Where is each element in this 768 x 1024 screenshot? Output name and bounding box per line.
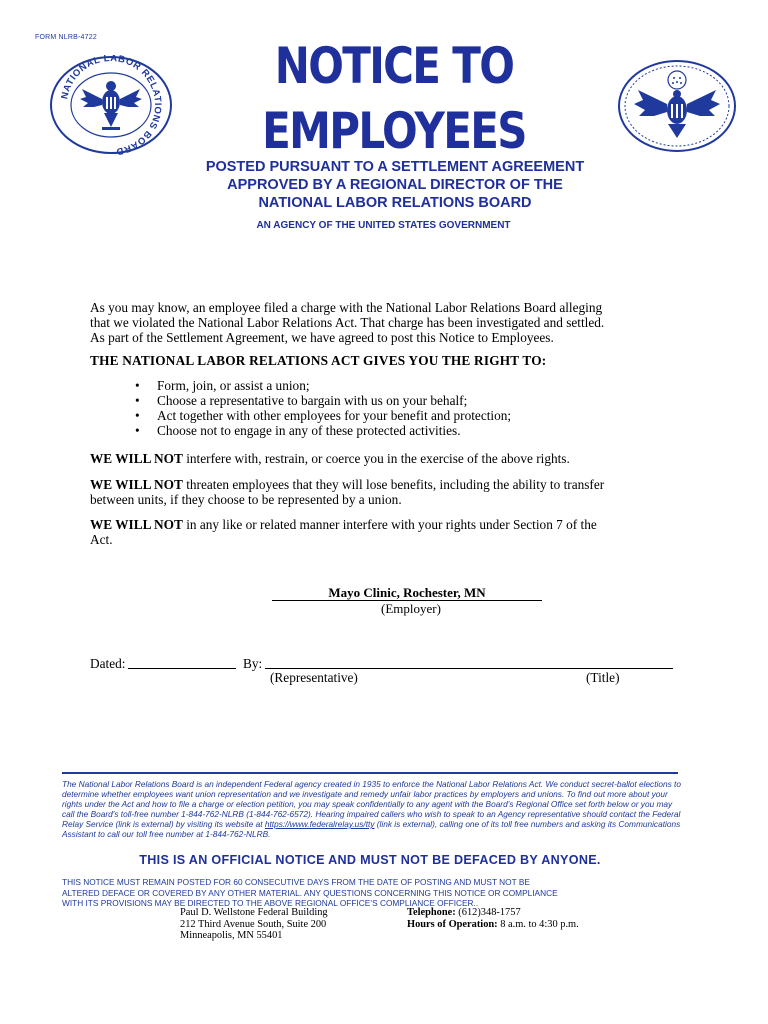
will-not-label: WE WILL NOT	[90, 517, 183, 532]
will-not-statement-2	[90, 477, 685, 507]
nlrb-about-text	[62, 779, 682, 839]
posting-line3: WITH ITS PROVISIONS MAY BE DIRECTED TO THE ABOVE REGIONAL OFFICE’S COMPLIANCE OFFICER..	[62, 898, 479, 908]
right-text: Choose a representative to bargain with us on your behalf;	[157, 393, 468, 408]
list-item	[135, 423, 655, 438]
right-text: Act together with other employees for your benefit and protection;	[157, 408, 512, 423]
address-line3: Minneapolis, MN 55401	[180, 930, 283, 941]
by-label: By:	[243, 656, 263, 671]
official-notice-banner: THIS IS AN OFFICIAL NOTICE AND MUST NOT BE DEFACED BY ANYONE.	[139, 853, 601, 867]
intro-line2: that we violated the National Labor Relations Act. That charge has been investigated and settled.	[90, 315, 605, 330]
telephone-label: Telephone:	[407, 907, 456, 918]
will-not-statement-1	[90, 451, 685, 466]
representative-label: (Representative)	[270, 670, 358, 685]
nlrb-seal-icon	[50, 55, 172, 155]
bullet-icon: •	[135, 378, 140, 393]
seal-lettering: NATIONAL LABOR RELATIONS BOARD	[59, 55, 164, 155]
intro-line3: As part of the Settlement Agreement, we have agreed to post this Notice to Employees.	[90, 330, 554, 345]
subtitle-line1: POSTED PURSUANT TO A SETTLEMENT AGREEMENT	[205, 159, 585, 175]
form-number: FORM NLRB-4722	[35, 34, 97, 41]
statement-text: threaten employees that they will lose benefits, including the ability to transfer	[182, 477, 605, 492]
bullet-icon: •	[135, 408, 140, 423]
great-seal-icon	[616, 58, 738, 158]
will-not-label: WE WILL NOT	[90, 451, 183, 466]
about-text-end: (link is external), calling one of its toll free numbers and asking its Communications Assistant to call our toll free number at 1-844-762-NLRB.	[62, 819, 681, 839]
bullet-icon: •	[135, 393, 140, 408]
dated-label: Dated:	[90, 656, 126, 671]
right-text: Choose not to engage in any of these protected activities.	[157, 423, 461, 438]
intro-paragraph	[90, 300, 685, 345]
list-item	[135, 393, 655, 408]
footer-divider	[62, 772, 678, 774]
rights-heading: THE NATIONAL LABOR RELATIONS ACT GIVES YOU THE RIGHT TO:	[90, 353, 547, 368]
subtitle-line3: NATIONAL LABOR RELATIONS BOARD	[258, 195, 532, 211]
statement-text: in any like or related manner interfere with your rights under Section 7 of the	[182, 517, 597, 532]
regional-office-address	[180, 907, 328, 942]
subtitle	[100, 158, 690, 212]
office-contact	[407, 907, 579, 930]
list-item	[135, 408, 655, 423]
hours-label: Hours of Operation:	[407, 918, 498, 930]
statement-text: interfere with, restrain, or coerce you in the exercise of the above rights.	[182, 451, 570, 466]
statement-text: Act.	[90, 532, 113, 547]
federal-relay-link[interactable]: https://www.federalrelay.us/tty	[264, 819, 375, 829]
agency-line: AN AGENCY OF THE UNITED STATES GOVERNMENT	[256, 220, 511, 231]
title-label: (Title)	[586, 670, 620, 685]
subtitle-line2: APPROVED BY A REGIONAL DIRECTOR OF THE	[227, 177, 563, 193]
notice-title-line1: NOTICE TO	[274, 37, 514, 95]
right-text: Form, join, or assist a union;	[157, 378, 310, 393]
signature-field[interactable]	[265, 668, 673, 669]
statement-text: between units, if they choose to be represented by a union.	[90, 492, 402, 507]
about-text: The National Labor Relations Board is an independent Federal agency created in 1935 to enforce the National Labor Relations Act. We conduct secret-ballot elections to determine whether employees want union representation and we investigate and remedy unfair labor practices by employers and unions. To find out more about your rights under the Act and how to file a charge or election petition, you may speak confidentially to any agent with the Board’s Regional Office set forth below or you may call the Board's toll-free number 1-844-762-NLRB (1-844-762-6572). Hearing impaired callers who wish to speak to an Agency representative should contact the Federal Relay Service (link is external) by visiting its website at	[62, 779, 681, 829]
hours-value: 8 a.m. to 4:30 p.m.	[497, 918, 579, 930]
will-not-label: WE WILL NOT	[90, 477, 183, 492]
dated-field[interactable]	[128, 668, 236, 669]
address-line2: 212 Third Avenue South, Suite 200	[180, 918, 327, 930]
posting-line1: THIS NOTICE MUST REMAIN POSTED FOR 60 CONSECUTIVE DAYS FROM THE DATE OF POSTING AND MUST NOT BE	[62, 877, 530, 887]
notice-title-line2: EMPLOYEES	[262, 102, 526, 160]
telephone-value: (612)348-1757	[455, 907, 521, 918]
address-line1: Paul D. Wellstone Federal Building	[180, 907, 328, 918]
will-not-statement-3	[90, 517, 685, 547]
bullet-icon: •	[135, 423, 140, 438]
posting-requirements	[62, 877, 682, 909]
list-item	[135, 378, 655, 393]
rights-list	[135, 378, 655, 438]
employer-label: (Employer)	[381, 601, 441, 616]
intro-line1: As you may know, an employee filed a charge with the National Labor Relations Board alleging	[90, 300, 603, 315]
employer-name: Mayo Clinic, Rochester, MN	[272, 586, 542, 601]
posting-line2: ALTERED DEFACE OR COVERED BY ANY OTHER MATERIAL. ANY QUESTIONS CONCERNING THIS NOTICE OR COMPLIANCE	[62, 887, 558, 898]
